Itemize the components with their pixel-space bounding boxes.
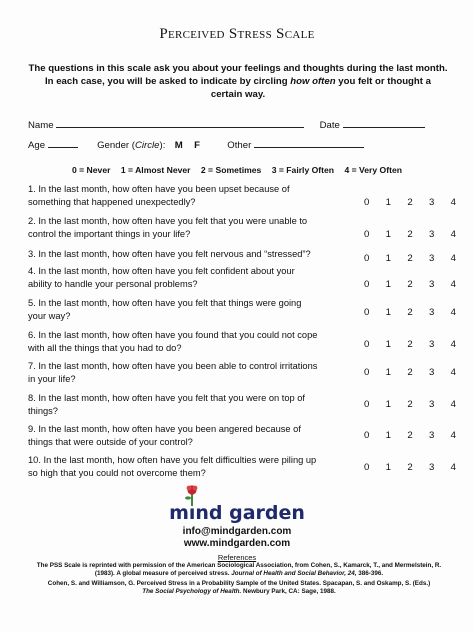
option-1[interactable]: 1 xyxy=(385,462,391,473)
reference-1-line-1: The PSS Scale is reprinted with permission of the American Sociological Association, from Cohen, S., Kamarck, T., and Mermelstein, R. xyxy=(36,562,442,569)
question-5-line-1: 5. In the last month, how often have you felt that things were going xyxy=(28,298,302,308)
question-7-line-2: in your life? xyxy=(28,373,76,384)
question-8 xyxy=(28,392,358,417)
legend-very-often: 4 = Very Often xyxy=(344,165,402,175)
option-0[interactable]: 0 xyxy=(364,229,370,240)
option-1[interactable]: 1 xyxy=(385,339,391,350)
instructions-text-1: The questions in this scale ask you about your feelings and thoughts during the last month. In each case, you will be asked to indicate by circling xyxy=(28,63,448,87)
reference-2-line-1: Cohen, S. and Williamson, G. Perceived Stress in a Probability Sample of the United States. Spacapan, S. and Oskamp, S. (Eds.) xyxy=(47,580,431,587)
options-8 xyxy=(364,399,456,410)
logo-dotless-i: ı xyxy=(188,502,196,524)
reference-2 xyxy=(24,580,454,597)
option-3[interactable]: 3 xyxy=(428,197,435,208)
options-9 xyxy=(364,430,456,441)
option-4[interactable]: 4 xyxy=(450,430,456,441)
option-4[interactable]: 4 xyxy=(450,399,456,410)
options-7 xyxy=(364,367,456,378)
reference-1 xyxy=(24,562,454,579)
option-0[interactable]: 0 xyxy=(364,253,370,264)
reference-1-text: (1983). A global measure of perceived stress. xyxy=(94,570,230,578)
logo-text-end: nd garden xyxy=(195,502,305,524)
question-10 xyxy=(28,454,358,479)
question-5-line-2: your way? xyxy=(28,310,71,321)
flower-icon xyxy=(184,484,200,506)
option-3[interactable]: 3 xyxy=(428,367,435,378)
option-3[interactable]: 3 xyxy=(428,279,435,290)
question-6 xyxy=(28,329,358,354)
question-10-line-1: 10. In the last month, how often have you felt difficulties were piling up xyxy=(28,455,317,465)
reference-2-publisher: Newbury Park, CA: Sage, 1988. xyxy=(243,588,336,596)
question-2-line-1: 2. In the last month, how often have you felt that you were unable to xyxy=(28,216,308,226)
option-0[interactable]: 0 xyxy=(364,307,370,318)
question-3-line-1: 3. In the last month, how often have you felt nervous and “stressed”? xyxy=(28,249,311,259)
logo-text-start: m xyxy=(169,502,189,524)
option-2[interactable]: 2 xyxy=(407,229,413,240)
option-0[interactable]: 0 xyxy=(364,339,370,350)
gender-option-m[interactable]: M xyxy=(174,140,183,151)
options-4 xyxy=(364,279,456,290)
question-6-line-2: with all the things that you had to do? xyxy=(28,342,182,353)
reference-1-journal: Journal of Health and Social Behavior, 24, xyxy=(231,570,357,578)
legend-fairly-often: 3 = Fairly Often xyxy=(271,165,335,175)
name-field[interactable] xyxy=(56,118,304,128)
option-3[interactable]: 3 xyxy=(428,339,435,350)
option-3[interactable]: 3 xyxy=(428,399,435,410)
option-2[interactable]: 2 xyxy=(407,462,413,473)
legend-almost-never: 1 = Almost Never xyxy=(120,165,191,175)
references-heading: References xyxy=(217,553,257,562)
question-7-line-1: 7. In the last month, how often have you been able to control irritations xyxy=(28,361,318,371)
option-3[interactable]: 3 xyxy=(428,430,435,441)
option-4[interactable]: 4 xyxy=(450,197,456,208)
options-3 xyxy=(364,253,456,264)
option-2[interactable]: 2 xyxy=(407,339,413,350)
name-row xyxy=(28,118,425,131)
reference-1-pages: 386-396. xyxy=(358,570,384,578)
question-3 xyxy=(28,248,368,261)
reference-2-line-2 xyxy=(24,588,454,596)
option-2[interactable]: 2 xyxy=(407,399,413,410)
option-4[interactable]: 4 xyxy=(450,307,456,318)
option-2[interactable]: 2 xyxy=(407,279,413,290)
gender-label: Gender ( xyxy=(97,140,135,151)
question-4 xyxy=(28,265,358,290)
option-4[interactable]: 4 xyxy=(450,462,456,473)
option-3[interactable]: 3 xyxy=(428,229,435,240)
age-label: Age xyxy=(28,140,46,151)
option-1[interactable]: 1 xyxy=(385,229,391,240)
question-8-line-2: things? xyxy=(28,405,58,416)
question-9 xyxy=(28,423,358,448)
question-7 xyxy=(28,360,358,385)
option-1[interactable]: 1 xyxy=(385,197,391,208)
question-10-line-2: so high that you could not overcome them? xyxy=(28,467,206,478)
option-0[interactable]: 0 xyxy=(364,430,370,441)
age-field[interactable] xyxy=(48,138,78,148)
page-title: Perceived Stress Scale xyxy=(159,26,315,42)
legend-never: 0 = Never xyxy=(71,165,111,175)
option-2[interactable]: 2 xyxy=(407,307,413,318)
question-1-line-1: 1. In the last month, how often have you been upset because of xyxy=(28,184,290,194)
gender-circle-label: Circle xyxy=(134,140,160,151)
question-9-line-1: 9. In the last month, how often have you been angered because of xyxy=(28,424,301,434)
option-3[interactable]: 3 xyxy=(428,307,435,318)
instructions-emphasis: how often xyxy=(290,76,336,87)
options-6 xyxy=(364,339,456,350)
option-4[interactable]: 4 xyxy=(450,339,456,350)
gender-label-close: ): xyxy=(159,140,166,151)
instructions xyxy=(28,62,448,101)
question-4-line-1: 4. In the last month, how often have you felt confident about your xyxy=(28,266,295,276)
option-1[interactable]: 1 xyxy=(385,367,391,378)
options-5 xyxy=(364,307,456,318)
reference-2-journal: The Social Psychology of Health. xyxy=(142,588,242,596)
option-0[interactable]: 0 xyxy=(364,399,370,410)
option-2[interactable]: 2 xyxy=(407,253,413,264)
option-3[interactable]: 3 xyxy=(428,253,435,264)
name-label: Name xyxy=(28,120,54,131)
question-2-line-2: control the important things in your life? xyxy=(28,228,191,239)
reference-1-line-2 xyxy=(24,570,454,578)
options-2 xyxy=(364,229,456,240)
question-1 xyxy=(28,183,358,208)
option-1[interactable]: 1 xyxy=(385,279,391,290)
question-4-line-2: ability to handle your personal problems? xyxy=(28,278,198,289)
other-field[interactable] xyxy=(254,138,364,148)
options-1 xyxy=(364,197,456,208)
option-1[interactable]: 1 xyxy=(385,253,391,264)
logo-i xyxy=(189,502,196,524)
option-1[interactable]: 1 xyxy=(385,307,391,318)
option-3[interactable]: 3 xyxy=(428,462,435,473)
option-4[interactable]: 4 xyxy=(450,253,456,264)
option-2[interactable]: 2 xyxy=(407,430,413,441)
options-10 xyxy=(364,462,456,473)
other-label: Other xyxy=(227,140,252,151)
option-1[interactable]: 1 xyxy=(385,430,391,441)
demographics-row xyxy=(28,138,364,151)
question-5 xyxy=(28,297,358,322)
question-2 xyxy=(28,215,358,240)
contact-email[interactable]: info@mindgarden.com xyxy=(182,526,292,537)
option-4[interactable]: 4 xyxy=(450,367,456,378)
instructions-text-2: you felt or thought a certain way. xyxy=(210,76,431,100)
option-4[interactable]: 4 xyxy=(450,279,456,290)
option-4[interactable]: 4 xyxy=(450,229,456,240)
mind-garden-logo xyxy=(0,502,474,524)
option-1[interactable]: 1 xyxy=(385,399,391,410)
scale-legend xyxy=(0,165,474,175)
option-0[interactable]: 0 xyxy=(364,197,370,208)
gender-option-f[interactable]: F xyxy=(194,140,200,151)
question-8-line-1: 8. In the last month, how often have you felt that you were on top of xyxy=(28,393,306,403)
option-2[interactable]: 2 xyxy=(407,197,413,208)
option-0[interactable]: 0 xyxy=(364,367,370,378)
question-6-line-1: 6. In the last month, how often have you found that you could not cope xyxy=(28,330,318,340)
option-0[interactable]: 0 xyxy=(364,279,370,290)
question-9-line-2: things that were outside of your control? xyxy=(28,436,193,447)
date-label: Date xyxy=(319,120,340,131)
question-1-line-2: something that happened unexpectedly? xyxy=(28,196,196,207)
date-field[interactable] xyxy=(343,118,425,128)
legend-sometimes: 2 = Sometimes xyxy=(200,165,262,175)
contact-website[interactable]: www.mindgarden.com xyxy=(183,538,291,549)
option-0[interactable]: 0 xyxy=(364,462,370,473)
option-2[interactable]: 2 xyxy=(407,367,413,378)
